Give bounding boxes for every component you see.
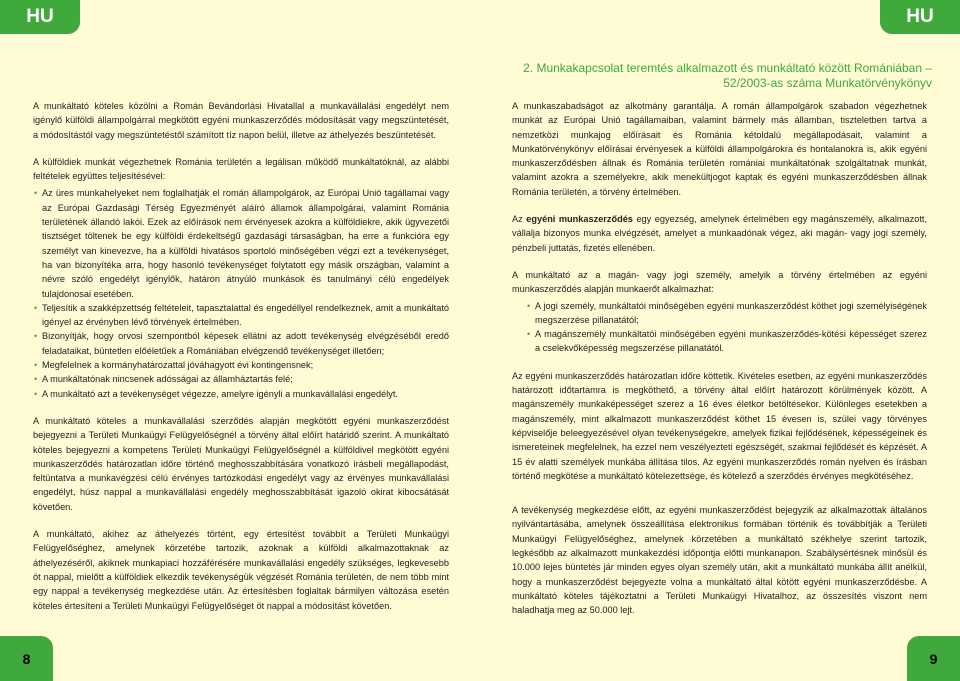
language-tab-right: HU	[880, 0, 960, 34]
list-item: • Az üres munkahelyeket nem foglalhatják el román állampolgárok, az Európai Unió tagállamai vagy az Európai Gazdasági Térség Egyezményét aláíró államok állampolgárai, valamint Románia területének állandó lakói. Ezek az előírások nem érvényesek azokra a külföldiekre, akik ügyvezetői tisztséget töltenek be egy külföldi érdekeltségű gazdasági társaságban, ha erre a funkcióra egy személyt van kinevezve, ha a külföldi hivatásos sportoló minőségében végzi ezt a tevékenységet, ha van bizonyítéka arra, hogy hasonló tevékenységet folytatott egy másik országban, valamint a névre szóló engedélyt igénylők, határon átnyúló munkások és tanulmányi célú engedélyek tulajdonosai esetében.	[33, 186, 449, 300]
defined-term: egyéni munkaszerződés	[526, 214, 633, 225]
right-paragraph-4: Az egyéni munkaszerződés határozatlan időre köttetik. Kivételes esetben, az egyéni munkaszerződés határozott időtartamra is megköthető, a törvény által előírt határozott körülmények között. A magánszemély munkaképességet szerez a 16 éves életkor betöltésekor. Különleges esetekben a magánszemély, mint alkalmazott munkaszerződést köthet 15 évesen is, szülei vagy törvényes képviselője beleegyezésével olyan tevékenységekre, amelyek fizikai fejlődésének, képességeinek és ismereteinek megfelelnek, ha ezzel nem veszélyezteti egészségét, szakmai fejlődését és képzését. A 15 év alatti személyek munkába állítása tilos. Az egyéni munkaszerződés román nyelven és írásban történő megkötése a munkáltató kötelezettsége, és kötelező a szerződés érvényes megkötéséhez.	[512, 370, 927, 481]
page-number-left: 8	[0, 636, 53, 681]
list-item: • Bizonyítják, hogy orvosi szempontból képesek ellátni az adott tevékenység elvégzéséből eredő feladataikat, büntetlen előéletűek a Romániában elvégzendő tevékenységet illetően;	[33, 329, 449, 358]
right-paragraph-1: A munkaszabadságot az alkotmány garantálja. A román állampolgárok szabadon végezhetnek munkát az Európai Unió tagállamaiban, valamint bármely más államban, tiszteletben tartva a nemzetközi munkajog előírásait és Románia kétoldalú megállapodásait, valamint a Munkatörvénykönyv előírásai érvényesek a külföldi állampolgárokra és hontalanokra is, akik egyéni munkaszerződésben állnak és Románia területén romániai munkáltatónak szolgáltatnak munkát, valamint azokra a személyekre, akik menekültjogot kaptak és egyéni munkaszerződésben állnak Románia területén, a törvény értelmében.	[512, 101, 927, 197]
left-paragraph-1: A munkáltató köteles közölni a Román Bevándorlási Hivatallal a munkavállalási engedélyt nem igénylő külföldi állampolgárral megkötött egyéni munkaszerződés módosítását vagy megszüntetését, a módosítástól vagy megszüntetéstől számított tíz napon belül, illetve az áthelyezés beszüntetését.	[33, 101, 449, 140]
right-paragraph-5: A tevékenység megkezdése előtt, az egyéni munkaszerződést bejegyzik az alkalmazottak általános nyilvántartásába, amelynek összeállítása elektronikus formában történik és továbbítják a Területi Munkaügyi Felügyelőséghez, amelynek körzetében a munkáltató székhelye szerint tartozik, legkésőbb az alkalmazott munkakezdési időpontja előtti munkanapon. Szabálysértésnek minősül és 10.000 lejes büntetés jár minden egyes olyan személy után, akit a munkáltató munkába állít anélkül, hogy a munkaszerződést bejegyezte volna a munkáltató által kötött egyéni munkaszerződésbe. A munkáltató köteles tájékoztatni a Területi Munkaügyi Hivatalhoz, az összesítés viszont nem haladhatja meg az 50.000 lejt.	[512, 505, 927, 616]
section-heading-line-1: 2. Munkakapcsolat teremtés alkalmazott és munkáltató között Romániában –	[523, 61, 932, 75]
list-item: • Megfelelnek a kormányhatározattal jóváhagyott évi kontingensnek;	[33, 358, 449, 372]
right-paragraph-3: A munkáltató az a magán- vagy jogi személy, amelyik a törvény értelmében az egyéni munkaszerződés alapján munkaerőt alkalmazhat:	[512, 269, 927, 295]
left-paragraph-4: A munkáltató, akihez az áthelyezés történt, egy értesítést továbbít a Területi Munkaügyi Felügyelőséghez, amelynek körzetébe tartozik, azoknak a külföldi alkalmazottaknak az áthelyezéséről, akiknek munkapiaci hozzáférésére munkavállalási engedély szükséges, legkevesebb öt nappal, mielőtt a külföldiek elkezdik tevékenységük végzését Románia területén, de nem több mint egy nappal a tevékenység megkezdése után. Az értesítésben foglaltak bármilyen változása esetén köteles értesíteni a Területi Munkaügyi Felügyelőséget öt nappal a módosítást követően.	[33, 529, 449, 611]
right-paragraph-2-prefix: Az	[512, 214, 527, 225]
list-item: • A jogi személy, munkáltatói minőségében egyéni munkaszerződést köthet jogi személyiségének megszerzése pillanatától;	[526, 299, 927, 328]
list-item: • A munkáltatónak nincsenek adósságai az államháztartás felé;	[33, 372, 449, 386]
right-paragraph-2-rest: egy egyezség, amelynek értelmében egy magánszemély, alkalmazott, vállalja bizonyos munka elvégzését, amelyet a munkaadónak végez, aki magán- vagy jogi személy, pénzbeli juttatás, fizetés ellenében.	[512, 214, 928, 253]
right-column	[512, 99, 927, 631]
left-paragraph-3: A munkáltató köteles a munkavállalási szerződés alapján megkötött egyéni munkaszerződést bejegyezni a Területi Munkaügyi Felügyelőségnél a törvény által előírt határidő szerint. A munkáltató köteles bejegyezni a kompetens Területi Munkaügyi Felügyelőségnél a külföldivel megkötött egyéni munkaszerződés határozatlan időre történő meghosszabbítására vonatkozó írásbeli megállapodást, feltüntatva a munkavégzési célú érvényes tartózkodási engedélyt vagy az érvényes munkavállalási engedélyt, húsz nappal a munkavállalási engedély meghosszabbítását igazoló okirat kibocsátását követően.	[33, 415, 449, 512]
list-item: • A munkáltató azt a tevékenységet végezze, amelyre igényli a munkavállalási engedélyt.	[33, 387, 449, 401]
right-page	[480, 0, 960, 681]
section-heading-line-2: 52/2003-as száma Munkatörvénykönyv	[723, 76, 932, 90]
right-bullet-list	[512, 299, 927, 356]
left-column	[33, 99, 449, 626]
page-number-right: 9	[907, 636, 960, 681]
right-paragraph-2	[512, 212, 927, 255]
section-heading	[512, 61, 932, 91]
left-paragraph-2: A külföldiek munkát végezhetnek Románia területén a legálisan működő munkáltatóknál, az alábbi feltételek együttes teljesítésével:	[33, 156, 449, 182]
list-item: • A magánszemély munkáltatói minőségében egyéni munkaszerződés-kötési képességet szerez a cselekvőképesség megszerzése pillanatától.	[526, 327, 927, 356]
language-tab-left: HU	[0, 0, 80, 34]
left-bullet-list	[33, 186, 449, 400]
list-item: • Teljesítik a szakképzettség feltételeit, tapasztalattal és engedéllyel rendelkeznek, amit a munkáltató igényel az érvényben lévő törvények értelmében.	[33, 301, 449, 330]
